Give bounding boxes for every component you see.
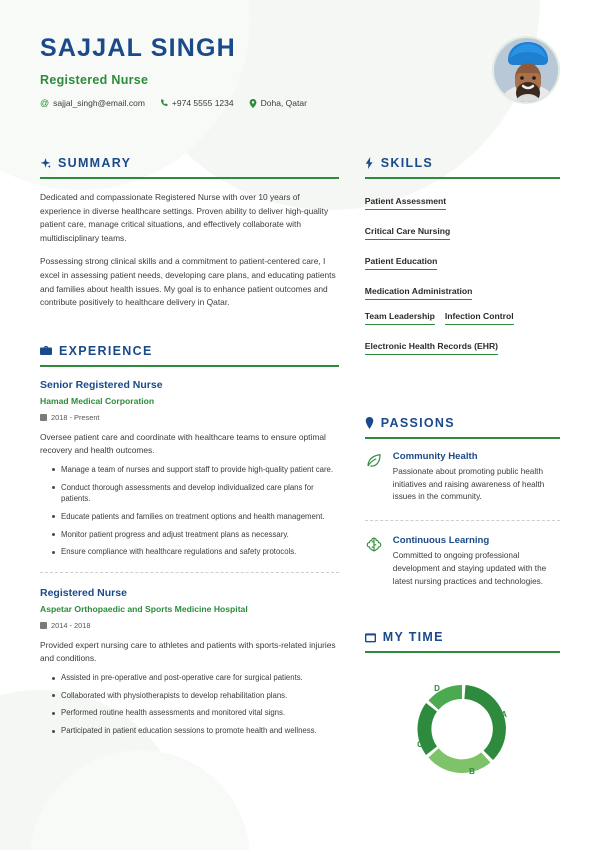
job-role-subtitle: Registered Nurse [40,73,149,87]
contact-phone[interactable] [160,98,234,108]
contact-location[interactable] [249,98,307,108]
passion-title: Continuous Learning [392,535,490,547]
list-item: Educate patients and families on treatment options and health management. [52,511,339,523]
job-date-text: 2014 - 2018 [51,621,91,631]
section-title-mytime: MY TIME [382,630,444,645]
section-skills-header [365,156,560,170]
job-date [40,621,339,630]
lightning-bolt-icon [365,157,374,169]
skills-inline-row [365,311,560,336]
briefcase-icon [40,345,52,356]
skill-tag: Team Leadership [365,311,435,325]
list-item: Assisted in pre-operative and post-operative care for surgical patients. [52,672,339,684]
donut-segment-b [429,748,491,773]
job-description: Provided expert nursing care to athletes and patients with sports-related injuries and conditions. [40,640,336,664]
section-experience-header [40,344,339,358]
divider [365,651,560,653]
donut-label-d: D [434,684,441,694]
resume-header [0,0,600,128]
job-company: Aspetar Orthopaedic and Sports Medicine Hospital [40,604,248,615]
section-title-skills: SKILLS [380,156,434,170]
job-date-text: 2018 - Present [51,412,100,422]
section-title-summary: SUMMARY [58,156,132,170]
donut-label-b: B [469,767,476,777]
skill-tag: Critical Care Nursing [365,226,450,240]
donut-label-c: C [417,740,424,750]
list-item: Performed routine health assessments and monitored vital signs. [52,707,339,719]
passion-description: Committed to ongoing professional development and staying updated with the latest nursing practices and technologies. [392,551,547,586]
summary-paragraph-1: Dedicated and compassionate Registered Nurse with over 10 years of experience in diverse healthcare settings. Proven ability to deliver high-quality patient care, manage critical situations, and effectively collaborate with multidisciplinary teams. [40,192,329,243]
list-item: Participated in patient education sessions to promote health and wellness. [52,725,339,737]
section-title-experience: EXPERIENCE [59,343,153,358]
contact-row [40,98,560,108]
leaf-icon [365,451,384,470]
skill-tag: Patient Assessment [365,196,446,210]
calendar-icon [40,414,47,421]
location-pin-icon [249,99,257,108]
job-bullet-list [40,464,339,558]
passion-item [365,451,560,504]
divider [40,365,339,367]
phone-icon [160,99,168,107]
avatar [492,36,560,104]
heart-pin-icon [365,417,374,429]
skills-list [365,191,560,366]
list-item: Ensure compliance with healthcare regulations and safety protocols. [52,546,339,558]
section-title-passions: PASSIONS [380,416,455,430]
passion-description: Passionate about promoting public health initiatives and raising awareness of health issues in the community. [392,467,545,502]
list-item: Collaborated with physiotherapists to develop rehabilitation plans. [52,690,339,702]
experience-item [40,379,339,558]
summary-paragraph-2: Possessing strong clinical skills and a commitment to patient-centered care, I excel in assessing patient needs, developing care plans, and educating patients and families about health issues. My goal is to enhance patient outcomes and contribute positively to healthcare delivery in Qatar. [40,256,336,308]
experience-item [40,587,339,737]
divider [365,520,560,521]
section-summary-header [40,156,339,170]
brain-icon [365,535,384,554]
contact-email[interactable] [40,98,145,108]
donut-segment-a [465,685,507,760]
divider [365,177,560,179]
calendar-icon [365,632,376,643]
skill-tag: Patient Education [365,256,438,270]
job-description: Oversee patient care and coordinate with healthcare teams to ensure optimal recovery and health outcomes. [40,431,326,455]
job-date [40,413,339,422]
my-time-donut-chart [365,669,560,789]
contact-location-text: Doha, Qatar [260,98,307,108]
left-column [40,134,339,789]
skill-tag: Medication Administration [365,286,473,300]
at-icon: @ [40,97,50,108]
calendar-icon [40,622,47,629]
skill-tag: Infection Control [445,311,514,325]
contact-phone-text: +974 5555 1234 [171,98,234,108]
contact-email-text: sajjal_singh@email.com [53,98,145,108]
skill-tag: Electronic Health Records (EHR) [365,341,498,355]
list-item: Conduct thorough assessments and develop individualized care plans for patients. [52,482,339,505]
list-item: Monitor patient progress and adjust treatment plans as necessary. [52,529,339,541]
section-mytime-header [365,630,560,644]
divider [40,177,339,179]
donut-label-a: A [501,710,508,720]
job-title: Senior Registered Nurse [40,378,163,391]
divider [365,437,560,439]
page-title: SAJJAL SINGH [40,34,236,62]
section-passions-header [365,416,560,430]
sparkle-icon [40,158,51,169]
job-title: Registered Nurse [40,587,127,600]
passion-title: Community Health [392,451,478,462]
job-bullet-list [40,672,339,737]
right-column [365,134,560,789]
list-item: Manage a team of nurses and support staff to provide high-quality patient care. [52,464,339,476]
divider [40,572,339,573]
job-company: Hamad Medical Corporation [40,395,155,406]
passion-item [365,535,560,588]
